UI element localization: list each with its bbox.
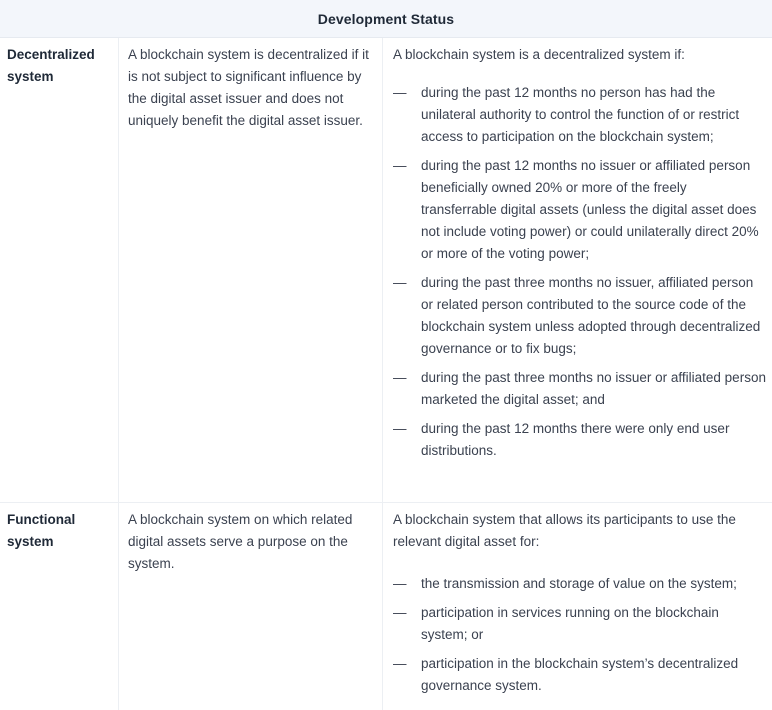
criteria-item <box>393 82 766 148</box>
criteria-item <box>393 367 766 411</box>
criteria-item-text: during the past three months no issuer or affiliated person marketed the digital asset; and <box>421 370 766 407</box>
criteria-item-text: during the past three months no issuer, affiliated person or related person contributed to the source code of the blockchain system unless adopted through decentralized governance or to fix bugs; <box>421 275 761 356</box>
table-row-decentralized <box>0 38 772 503</box>
criteria-item <box>393 602 766 646</box>
dash-bullet-icon: — <box>393 275 407 290</box>
definition-text: A blockchain system on which related digital assets serve a purpose on the system. <box>128 512 353 571</box>
term-label: Decentralized system <box>7 47 95 84</box>
criteria-cell <box>383 503 772 710</box>
criteria-item-text: during the past 12 months there were only end user distributions. <box>421 421 730 458</box>
criteria-item-text: during the past 12 months no person has had the unilateral authority to control the function of or restrict access to participation on the blockchain system; <box>421 85 740 144</box>
criteria-item-text: the transmission and storage of value on the system; <box>421 576 737 591</box>
criteria-item <box>393 653 766 697</box>
definition-text: A blockchain system is decentralized if it is not subject to significant influence by the digital asset issuer and does not uniquely benefit the digital asset issuer. <box>128 47 369 128</box>
dash-bullet-icon: — <box>393 85 407 100</box>
criteria-list <box>393 573 766 697</box>
criteria-cell <box>383 38 772 502</box>
dash-bullet-icon: — <box>393 656 407 671</box>
criteria-item <box>393 272 766 360</box>
criteria-item <box>393 155 766 265</box>
criteria-intro: A blockchain system that allows its participants to use the relevant digital asset for: <box>393 512 736 549</box>
table-row-functional <box>0 503 772 710</box>
table-header-title: Development Status <box>317 10 455 27</box>
dash-bullet-icon: — <box>393 576 407 591</box>
term-label: Functional system <box>7 512 76 549</box>
term-cell <box>0 38 119 502</box>
definition-cell <box>119 38 383 502</box>
table-header <box>0 0 772 38</box>
dash-bullet-icon: — <box>393 421 407 436</box>
term-cell <box>0 503 119 710</box>
criteria-item <box>393 573 766 595</box>
criteria-list <box>393 82 766 462</box>
criteria-item-text: during the past 12 months no issuer or affiliated person beneficially owned 20% or more of the freely transferrable digital assets (unless the digital asset does not include voting power) or could unilaterally direct 20% or more of the voting power; <box>421 158 759 261</box>
dash-bullet-icon: — <box>393 605 407 620</box>
dash-bullet-icon: — <box>393 158 407 173</box>
criteria-item-text: participation in services running on the blockchain system; or <box>421 605 719 642</box>
criteria-item-text: participation in the blockchain system’s decentralized governance system. <box>421 656 739 693</box>
dash-bullet-icon: — <box>393 370 407 385</box>
criteria-intro: A blockchain system is a decentralized system if: <box>393 47 685 62</box>
criteria-item <box>393 418 766 462</box>
definition-cell <box>119 503 383 710</box>
